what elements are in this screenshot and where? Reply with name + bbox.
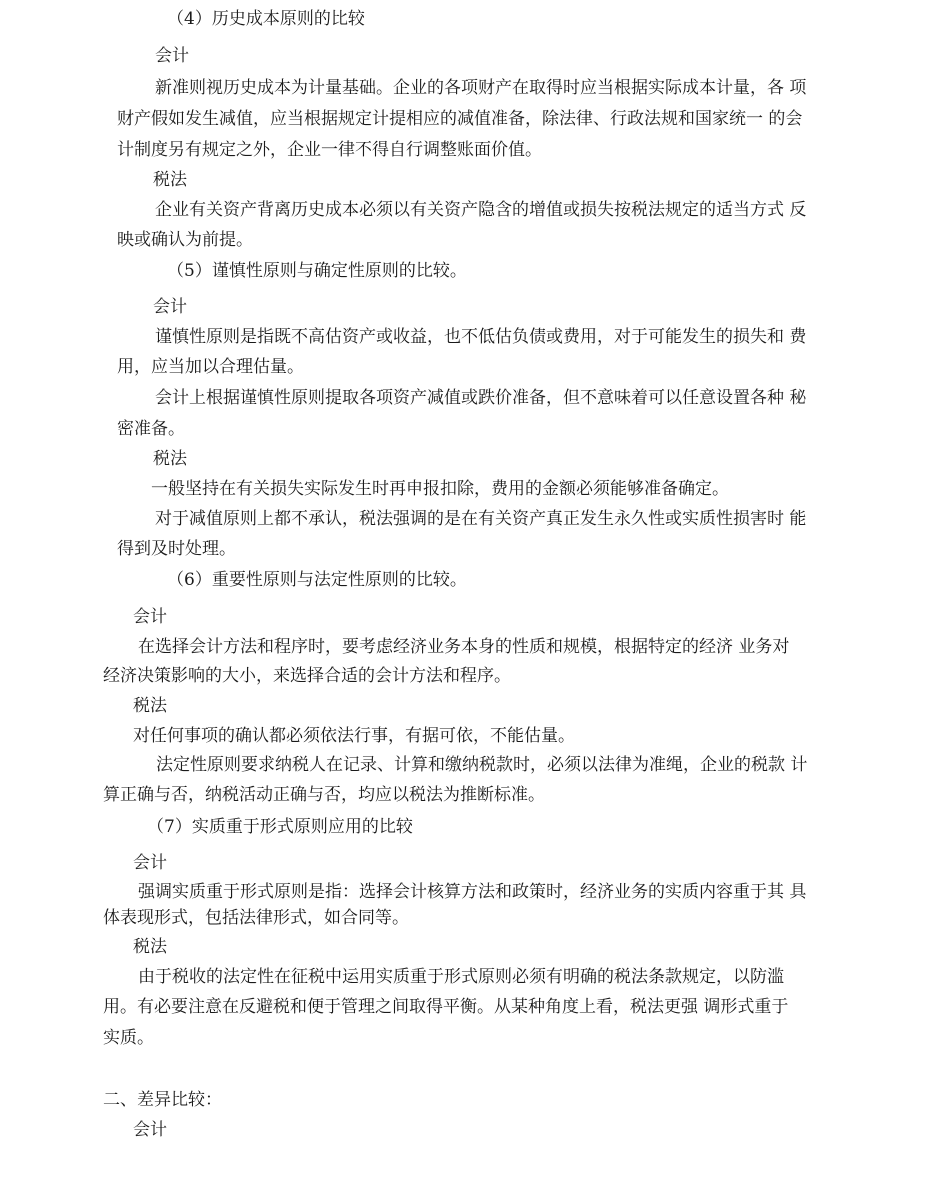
label-accounting: 会计 [133,607,167,627]
paragraph-line: 一般坚持在有关损失实际发生时再申报扣除，费用的金额必须能够准备确定。 [151,479,729,499]
paragraph-line: 企业有关资产背离历史成本必须以有关资产隐含的增值或损失按税法规定的适当方式 反 [155,200,807,220]
paragraph-line: 算正确与否，纳税活动正确与否，均应以税法为推断标准。 [103,785,545,805]
label-accounting: 会计 [153,297,187,317]
label-tax-law: 税法 [133,937,167,957]
heading-7: （7）实质重于形式原则应用的比较 [147,817,413,837]
paragraph-line: 映或确认为前提。 [117,230,253,250]
label-accounting: 会计 [155,46,189,66]
paragraph-line: 用，应当加以合理估量。 [117,357,304,377]
paragraph-line: 经济决策影响的大小，来选择合适的会计方法和程序。 [103,666,511,686]
label-tax-law: 税法 [153,170,187,190]
heading-4: （4）历史成本原则的比较 [167,9,365,29]
paragraph-line: 谨慎性原则是指既不高估资产或收益，也不低估负债或费用，对于可能发生的损失和 费 [155,327,807,347]
label-tax-law: 税法 [133,696,167,716]
paragraph-line: 由于税收的法定性在征税中运用实质重于形式原则必须有明确的税法条款规定，以防滥 [138,967,784,987]
heading-6: （6）重要性原则与法定性原则的比较。 [167,570,467,590]
paragraph-line: 新准则视历史成本为计量基础。企业的各项财产在取得时应当根据实际成本计量，各 项 [155,78,807,98]
paragraph-line: 用。有必要注意在反避税和便于管理之间取得平衡。从某种角度上看，税法更强 调形式重于 [103,997,789,1017]
heading-5: （5）谨慎性原则与确定性原则的比较。 [167,261,467,281]
section-heading: 二、差异比较： [103,1090,222,1110]
paragraph-line: 会计上根据谨慎性原则提取各项资产减值或跌价准备，但不意味着可以任意设置各种 秘 [155,388,807,408]
label-accounting: 会计 [133,853,167,873]
paragraph-line: 密准备。 [117,419,185,439]
paragraph-line: 实质。 [103,1028,154,1048]
label-accounting: 会计 [133,1120,167,1140]
paragraph-line: 计制度另有规定之外，企业一律不得自行调整账面价值。 [117,140,542,160]
paragraph-line: 强调实质重于形式原则是指：选择会计核算方法和政策时，经济业务的实质内容重于其 具 [138,882,807,902]
paragraph-line: 体表现形式，包括法律形式，如合同等。 [103,908,409,928]
paragraph-line: 法定性原则要求纳税人在记录、计算和缴纳税款时，必须以法律为准绳，企业的税款 计 [156,755,808,775]
paragraph-line: 对于减值原则上都不承认，税法强调的是在有关资产真正发生永久性或实质性损害时 能 [155,509,807,529]
paragraph-line: 财产假如发生减值，应当根据规定计提相应的减值准备，除法律、行政法规和国家统一 的会 [117,109,803,129]
paragraph-line: 在选择会计方法和程序时，要考虑经济业务本身的性质和规模，根据特定的经济 业务对 [138,637,790,657]
paragraph-line: 对任何事项的确认都必须依法行事，有据可依，不能估量。 [133,726,575,746]
label-tax-law: 税法 [153,449,187,469]
paragraph-line: 得到及时处理。 [117,539,236,559]
